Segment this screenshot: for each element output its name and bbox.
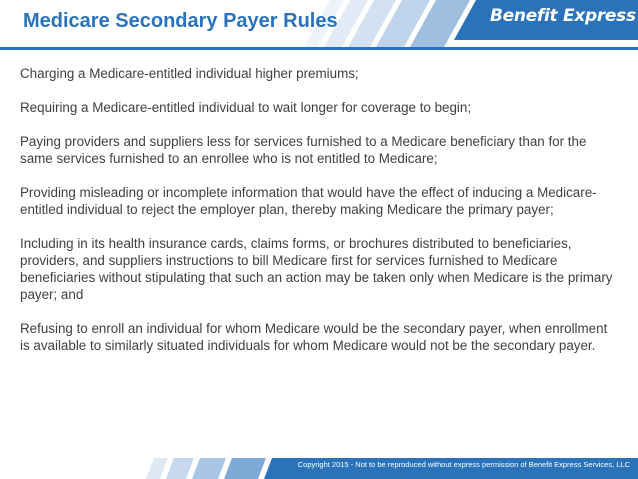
rule-paragraph: Paying providers and suppliers less for services furnished to a Medicare beneficiary than for the same services furnished to an enrollee who is not entitled to Medicare; bbox=[20, 134, 587, 166]
rule-paragraph: Refusing to enroll an individual for whom Medicare would be the secondary payer, when enrollment is available to similarly situated individuals for whom Medicare would not be the secondary payer. bbox=[20, 321, 608, 353]
brand-logo: Benefit Express bbox=[490, 6, 636, 26]
slide-header bbox=[0, 0, 638, 50]
header-divider bbox=[0, 47, 638, 50]
rule-paragraph: Charging a Medicare-entitled individual higher premiums; bbox=[20, 66, 359, 81]
rule-paragraph: Requiring a Medicare-entitled individual to wait longer for coverage to begin; bbox=[20, 100, 472, 115]
page-title: Medicare Secondary Payer Rules bbox=[23, 10, 338, 32]
rule-paragraph: Including in its health insurance cards, claims forms, or brochures distributed to beneficiaries, providers, and suppliers instructions to bill Medicare first for services furnished to Medicare beneficiaries without stipulating that such an action may be taken only when Medicare is the primary payer; and bbox=[20, 236, 613, 302]
rule-paragraph: Providing misleading or incomplete information that would have the effect of inducing a Medicare-entitled individual to reject the employer plan, thereby making Medicare the primary payer; bbox=[20, 185, 597, 217]
copyright-notice: Copyright 2015 - Not to be reproduced without express permission of Benefit Express Services, LLC bbox=[297, 460, 630, 469]
slide-body bbox=[20, 65, 620, 371]
